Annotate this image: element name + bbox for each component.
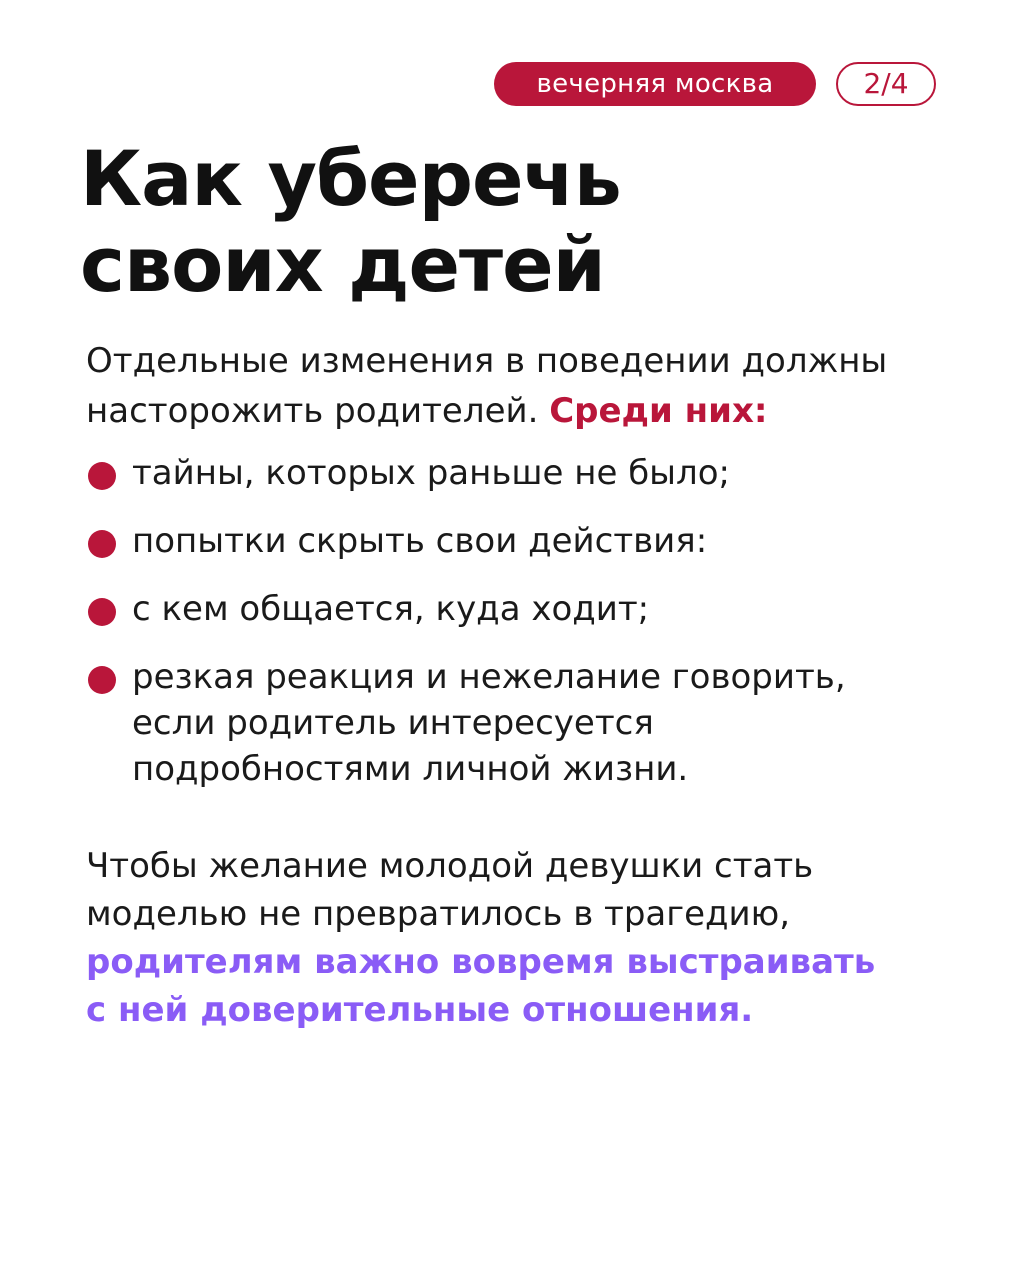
intro-line-2-text: насторожить родителей. xyxy=(86,391,550,431)
list-item-text: попытки скрыть свои действия: xyxy=(132,521,708,561)
intro-line-2 xyxy=(86,386,966,436)
intro-accent: Среди них: xyxy=(549,391,768,431)
list-item xyxy=(86,586,966,632)
bullet-dot-icon xyxy=(88,462,116,490)
title-line-2: своих детей xyxy=(80,220,605,309)
list-item xyxy=(86,518,966,564)
list-item-text: резкая реакция и нежелание говорить, xyxy=(132,657,846,697)
list-item-text: если родитель интересуется xyxy=(132,703,654,743)
list-item xyxy=(86,450,966,496)
bullet-dot-icon xyxy=(88,530,116,558)
warning-signs-list xyxy=(86,450,966,814)
list-item-text: подробностями личной жизни. xyxy=(132,749,689,789)
brand-badge: вечерняя москва xyxy=(494,62,816,106)
conclusion-paragraph xyxy=(86,842,966,1034)
bullet-dot-icon xyxy=(88,666,116,694)
bullet-dot-icon xyxy=(88,598,116,626)
intro-line-1: Отдельные изменения в поведении должны xyxy=(86,341,888,381)
conclusion-line-1: Чтобы желание молодой девушки стать xyxy=(86,846,814,886)
page-title xyxy=(80,136,960,308)
page-counter: 2/4 xyxy=(836,62,936,106)
intro-paragraph xyxy=(86,336,966,436)
conclusion-line-2: моделью не превратилось в трагедию, xyxy=(86,894,791,934)
conclusion-accent-line-1: родителям важно вовремя выстраивать xyxy=(86,942,876,982)
title-line-1: Как уберечь xyxy=(80,134,621,223)
list-item xyxy=(86,654,966,792)
conclusion-accent-line-2: с ней доверительные отношения. xyxy=(86,990,754,1030)
list-item-text: тайны, которых раньше не было; xyxy=(132,453,731,493)
list-item-text: с кем общается, куда ходит; xyxy=(132,589,650,629)
